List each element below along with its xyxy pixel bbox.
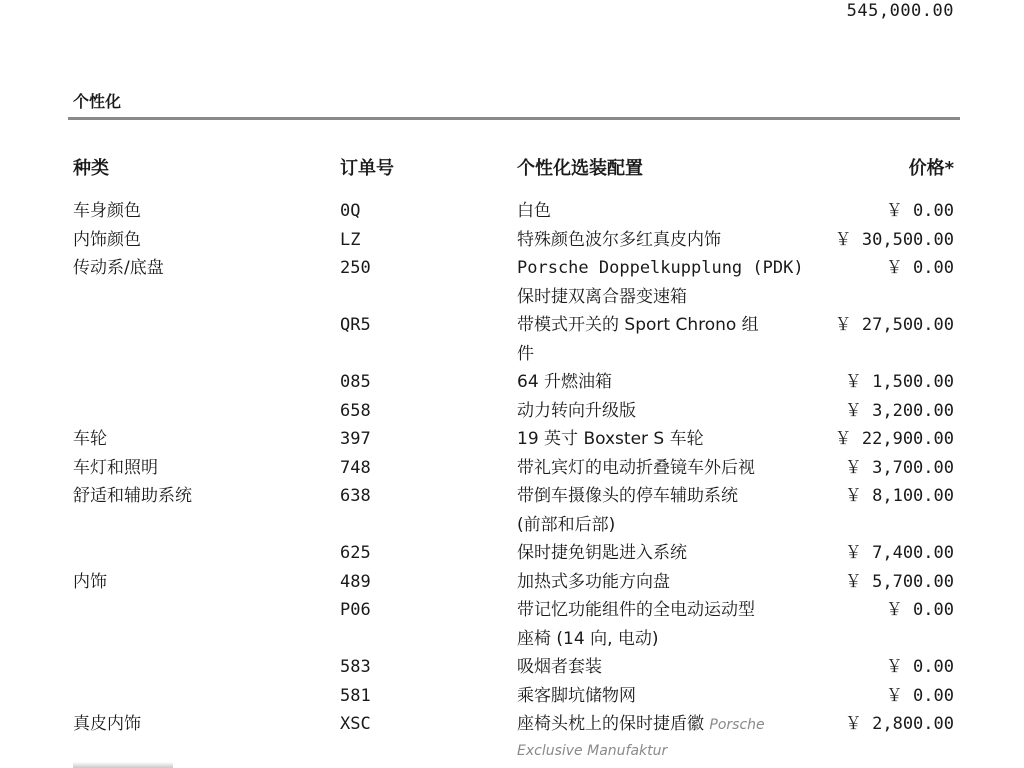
row-order-code: 250 xyxy=(340,258,371,278)
row-option xyxy=(517,596,815,653)
row-option-line: 吸烟者套装 xyxy=(517,657,602,677)
row-option xyxy=(517,482,815,539)
row-order-code: 489 xyxy=(340,571,371,592)
row-category: 舒适和辅助系统 xyxy=(73,486,192,506)
row-category: 内饰颜色 xyxy=(73,229,141,250)
row-option-note: Exclusive Manufaktur xyxy=(517,742,668,759)
row-order-code: 085 xyxy=(340,372,371,392)
row-option-line: 带模式开关的 Sport Chrono 组 xyxy=(517,315,759,335)
row-option xyxy=(517,568,815,597)
row-option-line xyxy=(517,710,815,740)
row-option xyxy=(517,539,815,568)
previous-total-price: 545,000.00 xyxy=(846,1,954,21)
header-option: 个性化选装配置 xyxy=(517,158,643,179)
header-order-code: 订单号 xyxy=(340,158,394,179)
row-price: ￥ 1,500.00 xyxy=(844,372,954,392)
row-option xyxy=(517,653,815,682)
row-option-line: 带倒车摄像头的停车辅助系统 xyxy=(517,486,738,506)
row-price: ￥ 0.00 xyxy=(885,685,954,706)
row-option xyxy=(517,397,815,426)
row-price: ￥ 0.00 xyxy=(885,258,954,278)
row-order-code: P06 xyxy=(340,600,371,620)
row-price: ￥ 30,500.00 xyxy=(834,229,954,250)
row-order-code: 625 xyxy=(340,543,371,563)
row-option-line: (前部和后部) xyxy=(517,514,616,535)
row-option-line: 保时捷免钥匙进入系统 xyxy=(517,543,687,563)
row-option xyxy=(517,710,815,762)
header-category: 种类 xyxy=(73,158,109,179)
row-order-code: XSC xyxy=(340,714,371,734)
row-option-line: 带礼宾灯的电动折叠镜车外后视 xyxy=(517,457,755,478)
row-order-code: 581 xyxy=(340,685,371,706)
table-header xyxy=(0,154,1024,180)
row-price: ￥ 7,400.00 xyxy=(844,543,954,563)
row-order-code: LZ xyxy=(340,229,361,250)
row-option-line: 乘客脚坑储物网 xyxy=(517,685,636,706)
row-price: ￥ 5,700.00 xyxy=(844,571,954,592)
row-price: ￥ 0.00 xyxy=(885,201,954,221)
header-price: 价格* xyxy=(908,158,954,179)
row-price: ￥ 27,500.00 xyxy=(834,315,954,335)
row-price: ￥ 0.00 xyxy=(885,600,954,620)
row-option-line: 64 升燃油箱 xyxy=(517,372,613,392)
row-option xyxy=(517,226,815,255)
row-order-code: 658 xyxy=(340,400,371,421)
row-category: 车身颜色 xyxy=(73,201,141,221)
row-order-code: 583 xyxy=(340,657,371,677)
row-price: ￥ 22,900.00 xyxy=(834,429,954,449)
row-option xyxy=(517,425,815,454)
row-option-line: 白色 xyxy=(517,201,551,221)
section-title: 个性化 xyxy=(73,92,122,111)
row-category: 传动系/底盘 xyxy=(73,258,164,278)
row-option-line: 19 英寸 Boxster S 车轮 xyxy=(517,429,704,449)
row-option-line: 带记忆功能组件的全电动运动型 xyxy=(517,600,755,620)
row-price: ￥ 3,700.00 xyxy=(844,457,954,478)
row-price: ￥ 8,100.00 xyxy=(844,486,954,506)
row-option xyxy=(517,368,815,397)
row-option-line: Porsche Doppelkupplung (PDK) xyxy=(517,258,804,278)
row-option-line: 座椅 (14 向, 电动) xyxy=(517,628,659,649)
row-option xyxy=(517,254,815,311)
row-option-line: 特殊颜色波尔多红真皮内饰 xyxy=(517,229,721,250)
row-price: ￥ 3,200.00 xyxy=(844,400,954,421)
row-price: ￥ 2,800.00 xyxy=(844,714,954,734)
row-category: 车轮 xyxy=(73,429,107,449)
row-order-code: 0Q xyxy=(340,201,361,221)
row-category: 内饰 xyxy=(73,571,107,592)
row-option xyxy=(517,454,815,483)
row-category: 车灯和照明 xyxy=(73,457,158,478)
row-option xyxy=(517,311,815,368)
section-divider xyxy=(68,117,960,120)
row-option-line: 保时捷双离合器变速箱 xyxy=(517,286,687,307)
cropped-next-row xyxy=(73,762,173,768)
row-option-text: 座椅头枕上的保时捷盾徽 xyxy=(517,714,704,734)
row-option-note: Porsche xyxy=(709,717,765,733)
row-order-code: 397 xyxy=(340,429,371,449)
row-order-code: 748 xyxy=(340,457,371,478)
row-price: ￥ 0.00 xyxy=(885,657,954,677)
row-option xyxy=(517,197,815,226)
row-order-code: 638 xyxy=(340,486,371,506)
row-option-line: 加热式多功能方向盘 xyxy=(517,571,670,592)
row-option xyxy=(517,682,815,711)
row-order-code: QR5 xyxy=(340,315,371,335)
row-option-line: 件 xyxy=(517,343,534,364)
row-option-line: 动力转向升级版 xyxy=(517,400,636,421)
row-category: 真皮内饰 xyxy=(73,714,141,734)
